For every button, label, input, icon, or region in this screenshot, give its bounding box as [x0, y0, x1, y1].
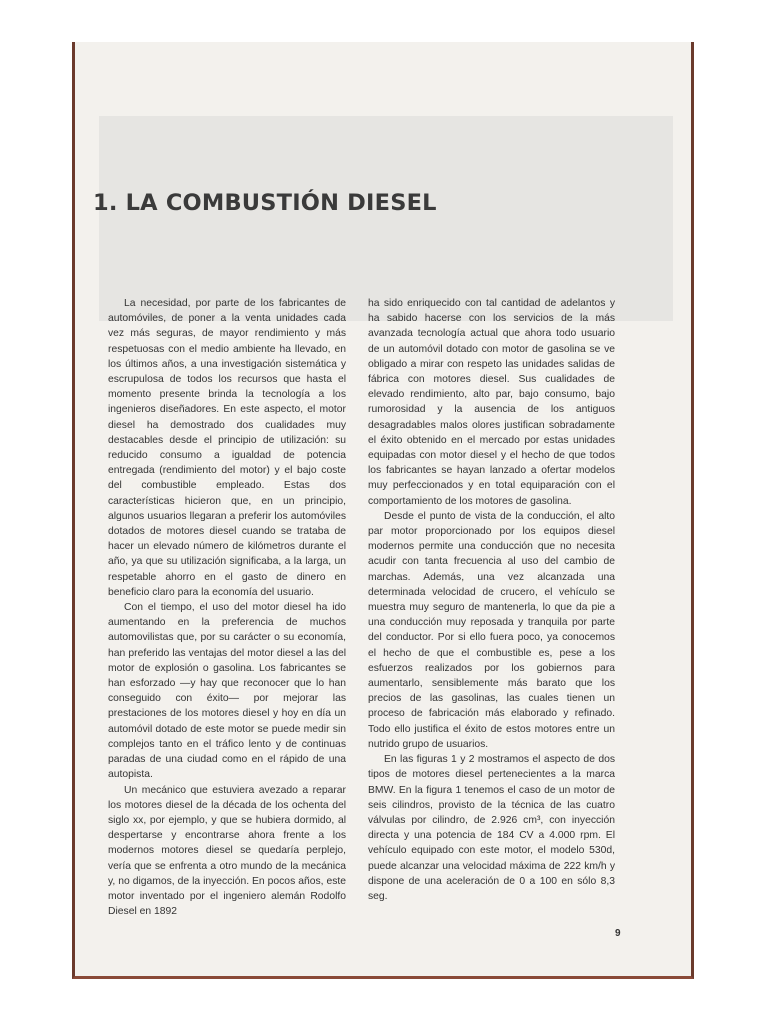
left-text-column: [108, 296, 346, 919]
paragraph: Con el tiempo, el uso del motor diesel ha ido aumentando en la preferencia de muchos automovilistas que, por su carácter o su economía, han preferido las ventajas del motor diesel a las del motor de explosión o gasolina. Los fabricantes se han esforzado —y hay que reconocer que lo han conseguido con éxito— por mejorar las prestaciones de los motores diesel y hoy en día un automóvil dotado de este motor se puede medir sin complejos tanto en el tráfico lento y de continuas paradas de una ciudad como en el rápido de una autopista.: [108, 602, 346, 781]
right-text-column: [368, 296, 615, 904]
page-number: 9: [615, 928, 621, 939]
chapter-title: 1. LA COMBUSTIÓN DIESEL: [93, 190, 437, 216]
paragraph: Un mecánico que estuviera avezado a reparar los motores diesel de la década de los ochenta del siglo xx, por ejemplo, y que se hubiera dormido, al despertarse y encontrarse ahora frente a los modernos motores diesel se quedaría perplejo, vería que se enfrenta a otro mundo de la mecánica y, no digamos, de la inyección. En pocos años, este motor inventado por el ingeniero alemán Rodolfo Diesel en 1892: [108, 784, 346, 918]
paragraph-continuation: ha sido enriquecido con tal cantidad de adelantos y ha sabido hacerse con los servicios de la más avanzada tecnología actual que ahora todo usuario de un automóvil dotado con motor de gasolina se ve obligado a mirar con respeto las unidades salidas de fábrica con motores diesel. Sus cualidades de elevado rendimiento, alto par, bajo consumo, bajo rumorosidad y la ausencia de los antiguos desagradables malos olores justifican sobradamente el éxito obtenido en el mercado por estas unidades equipadas con motor diesel y el hecho de que todos los fabricantes se hayan lanzado a ofertar modelos muy perfeccionados y en total equiparación con el comportamiento de los motores de gasolina.: [368, 298, 615, 507]
paragraph: La necesidad, por parte de los fabricantes de automóviles, de poner a la venta unidades cada vez más seguras, de mayor rendimiento y más respetuosas con el medio ambiente ha llevado, en los últimos años, a una investigación sistemática y escrupulosa de todos los recursos que hasta el momento presente brinda la tecnología a los ingenieros diseñadores. En este aspecto, el motor diesel ha demostrado dos cualidades muy destacables desde el principio de utilización: su reducido consumo a igualdad de potencia entregada (rendimiento del motor) y el bajo coste del combustible empleado. Estas dos características hicieron que, en un principio, algunos usuarios llegaran a preferir los automóviles dotados de motores diesel cuando se trataba de hacer un elevado número de kilómetros durante el año, ya que su utilización significaba, a la larga, un respetable ahorro en el gasto de dinero en beneficio claro para la economía del usuario.: [108, 298, 346, 598]
book-page: [72, 42, 694, 979]
paragraph: En las figuras 1 y 2 mostramos el aspecto de dos tipos de motores diesel pertenecientes a la marca BMW. En la figura 1 tenemos el caso de un motor de seis cilindros, provisto de la técnica de las cuatro válvulas por cilindro, de 2.926 cm³, con inyección directa y una potencia de 184 CV a 4.000 rpm. El vehículo equipado con este motor, el modelo 530d, puede alcanzar una velocidad máxima de 222 km/h y dispone de una aceleración de 0 a 100 en sólo 8,3 seg.: [368, 754, 615, 902]
chapter-header-band: [99, 116, 673, 321]
paragraph: Desde el punto de vista de la conducción, el alto par motor proporcionado por los equipos diesel modernos permite una conducción que no necesita acudir con tanta frecuencia al uso del cambio de marchas. Además, una vez alcanzada una determinada velocidad de crucero, el vehículo se muestra muy seguro de mantenerla, lo que da pie a una conducción muy reposada y tranquila por parte del conductor. Por si ello fuera poco, ya conocemos el hecho de que el combustible es, pese a los esfuerzos realizados por los gobiernos para aumentarlo, sensiblemente más barato que los precios de las gasolinas, las cuales tienen un proceso de fabricación más elaborado y refinado. Todo ello justifica el éxito de estos motores entre un nutrido grupo de usuarios.: [368, 510, 615, 750]
